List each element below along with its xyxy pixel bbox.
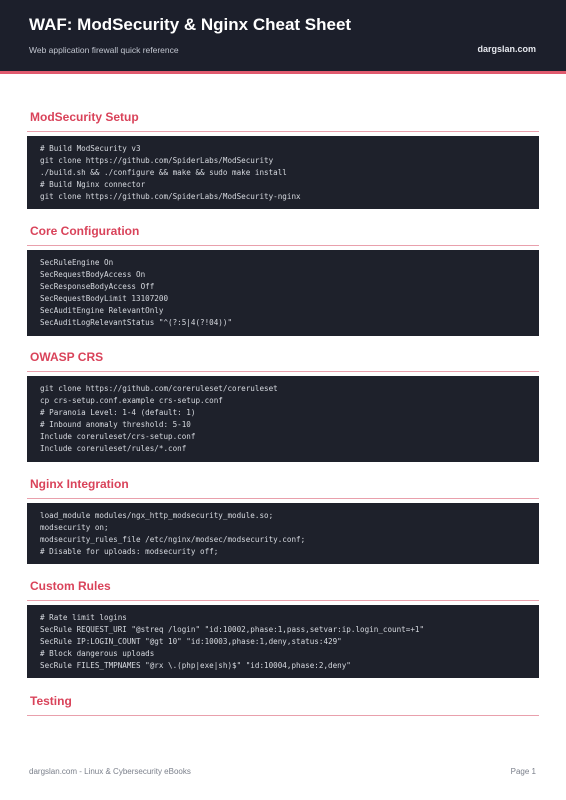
code-line: SecRule IP:LOGIN_COUNT "@gt 10" "id:10003,phase:1,deny,status:429" [40,637,342,647]
code-line: Include coreruleset/crs-setup.conf [40,432,196,442]
section-divider [27,715,539,716]
code-line: SecRule FILES_TMPNAMES "@rx \.(php|exe|sh)$" "id:10004,phase:2,deny" [40,661,351,671]
section [27,348,539,462]
code-line: SecAuditEngine RelevantOnly [40,306,164,316]
section-divider [27,498,539,499]
section [27,577,539,678]
code-line: ./build.sh && ./configure && make && sudo make install [40,168,287,178]
code-line: # Rate limit logins [40,613,127,622]
section-heading: Testing [30,694,72,708]
code-line: # Inbound anomaly threshold: 5-10 [40,420,191,430]
code-line: Include coreruleset/rules/*.conf [40,444,187,454]
code-line: # Block dangerous uploads [40,649,155,659]
code-line: SecRequestBodyAccess On [40,270,146,280]
code-line: # Paranoia Level: 1-4 (default: 1) [40,408,196,418]
footer-brand: dargslan.com - Linux & Cybersecurity eBooks [29,767,191,776]
code-line: # Build Nginx connector [40,180,146,190]
code-line: modsecurity_rules_file /etc/nginx/modsec/modsecurity.conf; [40,535,306,545]
section-heading: Nginx Integration [30,477,129,491]
page-title: WAF: ModSecurity & Nginx Cheat Sheet [29,15,352,34]
code-block [27,250,539,336]
footer-page-number: Page 1 [510,767,536,776]
page-header [0,0,566,74]
section [27,692,539,716]
section [27,475,539,564]
code-line: modsecurity on; [40,523,109,533]
code-line: load_module modules/ngx_http_modsecurity_module.so; [40,511,274,520]
code-line: SecAuditLogRelevantStatus "^(?:5|4(?!04))" [40,318,233,328]
section [27,222,539,336]
code-block [27,376,539,462]
code-line: cp crs-setup.conf.example crs-setup.conf [40,396,223,406]
section [27,108,539,209]
code-line: SecRuleEngine On [40,258,114,267]
section-divider [27,600,539,601]
brand-link[interactable]: dargslan.com [477,44,536,54]
code-block [27,136,539,209]
section-divider [27,371,539,372]
code-line: # Build ModSecurity v3 [40,144,141,153]
section-heading: OWASP CRS [30,350,104,364]
code-block [27,503,539,564]
code-line: SecResponseBodyAccess Off [40,282,155,292]
section-divider [27,131,539,132]
code-line: # Disable for uploads: modsecurity off; [40,547,219,557]
page-subtitle: Web application firewall quick reference [29,45,179,55]
section-heading: ModSecurity Setup [30,110,139,124]
section-divider [27,245,539,246]
section-heading: Core Configuration [30,224,140,238]
code-line: git clone https://github.com/SpiderLabs/ModSecurity [40,156,274,166]
code-line: SecRequestBodyLimit 13107200 [40,294,169,304]
code-line: git clone https://github.com/coreruleset/coreruleset [40,384,278,393]
code-line: SecRule REQUEST_URI "@streq /login" "id:10002,phase:1,pass,setvar:ip.login_count=+1" [40,625,425,635]
code-block [27,605,539,678]
code-line: git clone https://github.com/SpiderLabs/ModSecurity-nginx [40,192,301,202]
section-heading: Custom Rules [30,579,111,593]
